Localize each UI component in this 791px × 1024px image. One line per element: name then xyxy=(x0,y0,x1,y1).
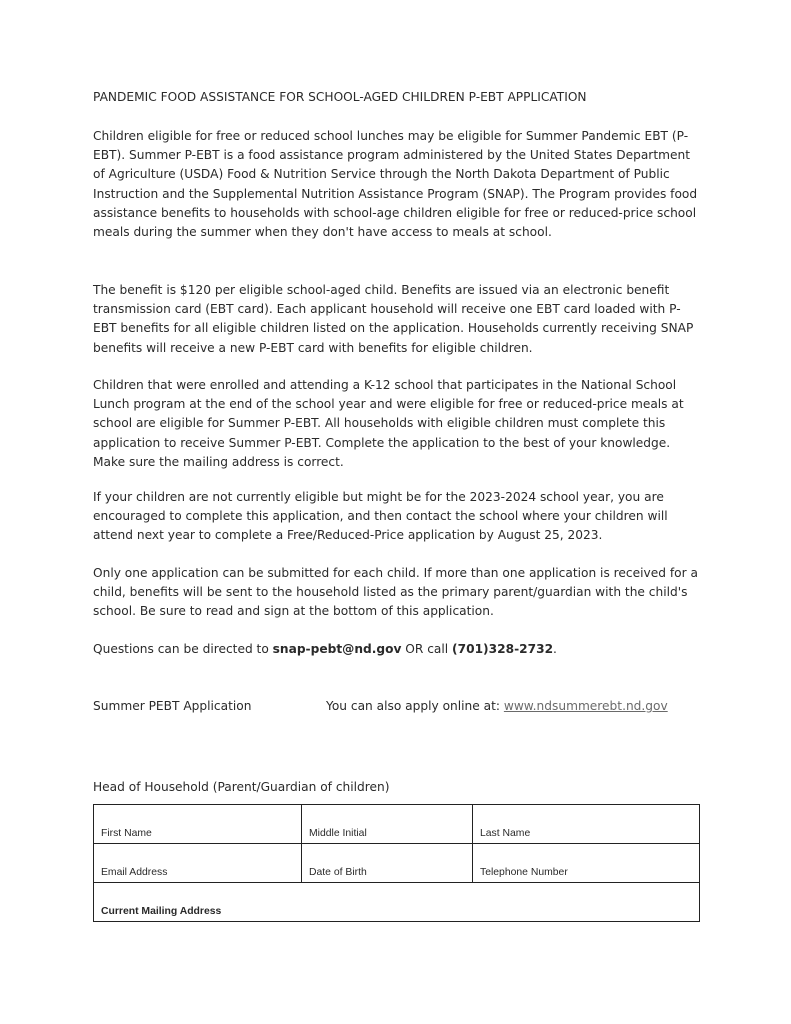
last-name-field[interactable]: Last Name xyxy=(473,805,700,844)
questions-line xyxy=(93,640,701,659)
contact-email: snap-pebt@nd.gov xyxy=(272,642,402,656)
application-label: Summer PEBT Application xyxy=(93,699,252,713)
table-row xyxy=(94,844,700,883)
contact-phone: (701)328-2732 xyxy=(452,642,554,656)
table-row xyxy=(94,883,700,922)
email-field[interactable]: Email Address xyxy=(94,844,302,883)
benefit-paragraph: The benefit is $120 per eligible school-aged child. Benefits are issued via an electronic benefit transmission card (EBT card). Each applicant household will receive one EBT card loaded with P-EBT benefits for all eligible children listed on the application. Households currently receiving SNAP benefits will receive a new P-EBT card with benefits for eligible children. xyxy=(93,283,694,355)
future-eligibility-paragraph: If your children are not currently eligible but might be for the 2023-2024 school year, you are encouraged to complete this application, and then contact the school where your children will attend next year to complete a Free/Reduced-Price application by August 25, 2023. xyxy=(93,490,668,543)
table-row xyxy=(94,805,700,844)
head-of-household-heading: Head of Household (Parent/Guardian of children) xyxy=(93,780,390,794)
date-of-birth-field[interactable]: Date of Birth xyxy=(302,844,473,883)
first-name-field[interactable]: First Name xyxy=(94,805,302,844)
online-apply-line xyxy=(326,697,668,715)
questions-middle: OR call xyxy=(401,642,453,656)
page-title: PANDEMIC FOOD ASSISTANCE FOR SCHOOL-AGED CHILDREN P-EBT APPLICATION xyxy=(93,90,587,104)
intro-paragraph: Children eligible for free or reduced school lunches may be eligible for Summer Pandemic EBT (P-EBT). Summer P-EBT is a food assistance program administered by the United States Department of Agriculture (USDA) Food & Nutrition Service through the North Dakota Department of Public Instruction and the Supplemental Nutrition Assistance Program (SNAP). The Program provides food assistance benefits to households with school-age children eligible for free or reduced-price school meals during the summer when they don't have access to meals at school. xyxy=(93,129,698,240)
online-url-link[interactable]: www.ndsummerebt.nd.gov xyxy=(503,699,668,713)
telephone-field[interactable]: Telephone Number xyxy=(473,844,700,883)
questions-prefix: Questions can be directed to xyxy=(93,642,273,656)
eligibility-paragraph: Children that were enrolled and attending a K-12 school that participates in the National School Lunch program at the end of the school year and were eligible for free or reduced-price meals at school are eligible for Summer P-EBT. All households with eligible children must complete this application to receive Summer P-EBT. Complete the application to the best of your knowledge. Make sure the mailing address is correct. xyxy=(93,378,684,469)
head-of-household-form xyxy=(93,804,700,922)
one-application-paragraph: Only one application can be submitted for each child. If more than one application is received for a child, benefits will be sent to the household listed as the primary parent/guardian with the child's school. Be sure to read and sign at the bottom of this application. xyxy=(93,566,698,619)
middle-initial-field[interactable]: Middle Initial xyxy=(302,805,473,844)
mailing-address-field[interactable]: Current Mailing Address xyxy=(94,883,700,922)
questions-suffix: . xyxy=(553,642,557,656)
online-prefix: You can also apply online at: xyxy=(326,699,504,713)
